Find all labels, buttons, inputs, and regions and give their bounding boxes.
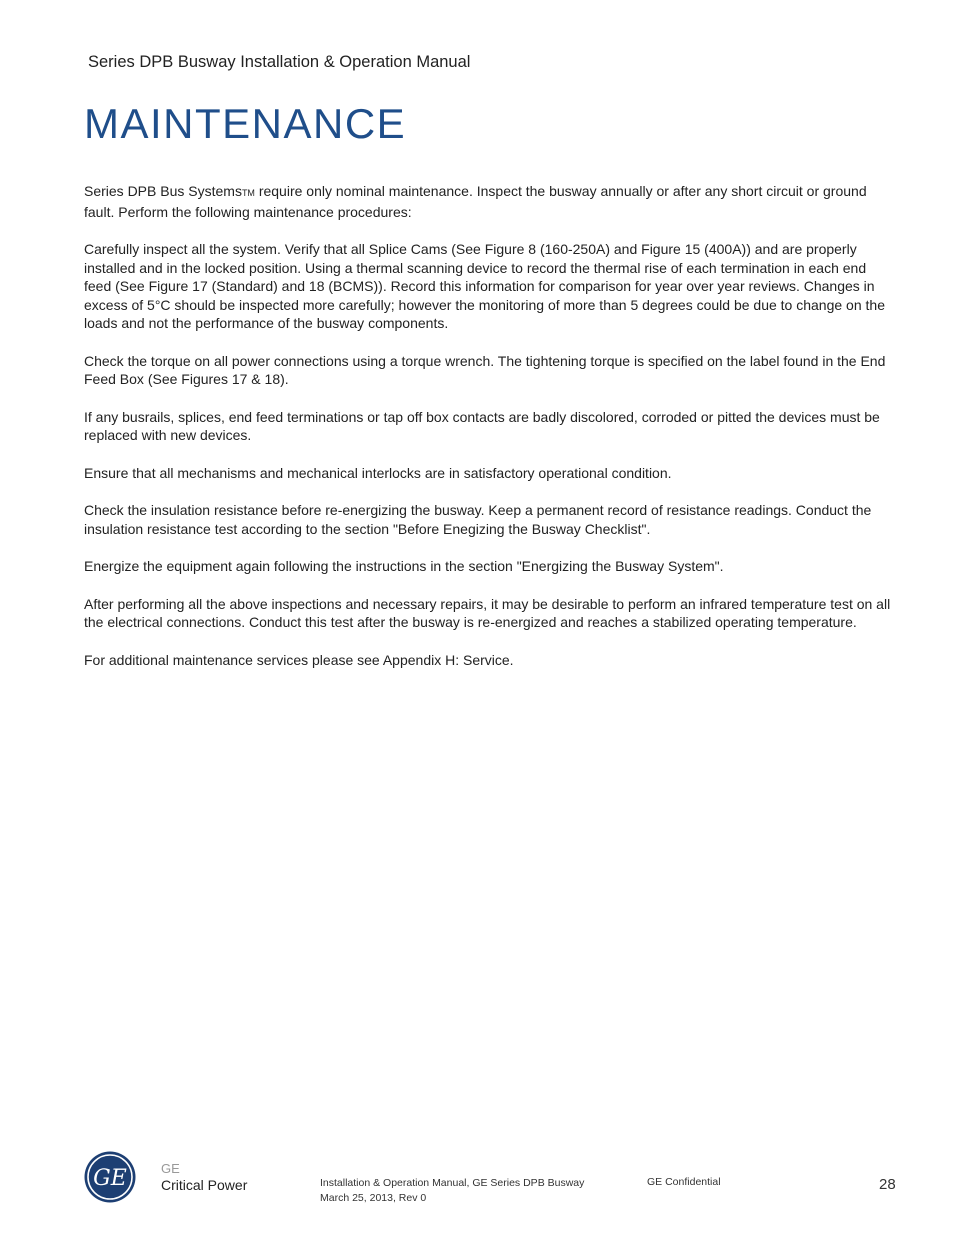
footer-manual-date: March 25, 2013, Rev 0 xyxy=(320,1192,427,1204)
page-number: 28 xyxy=(879,1176,896,1193)
footer-division: Critical Power xyxy=(161,1177,248,1193)
paragraph-infrared: After performing all the above inspections and necessary repairs, it may be desirable to perform an infrared temperature test on all the electrical connections. Conduct this test after the busway is re-energized and reaches a stabilized operating temperature. xyxy=(84,595,891,630)
paragraph-energize: Energize the equipment again following the instructions in the section "Energizing the Busway System". xyxy=(84,558,724,574)
paragraph-intro xyxy=(84,182,894,221)
body-content xyxy=(84,182,894,688)
running-header: Series DPB Busway Installation & Operation Manual xyxy=(88,53,471,71)
paragraph-torque: Check the torque on all power connections using a torque wrench. The tightening torque is specified on the label found in the End Feed Box (See Figures 17 & 18). xyxy=(84,352,886,387)
paragraph-inspect: Carefully inspect all the system. Verify that all Splice Cams (See Figure 8 (160-250A) and Figure 15 (400A)) and are properly installed and in the locked position. Using a thermal scanning device to record the thermal rise of each termination in each end feed (See Figure 17 (Standard) and 18 (BCMS)). Record this information for comparison for year over year reviews. Changes in excess of 5°C should be inspected more carefully; however the monitoring of more than 5 degrees could be due to change on the loads and not the performance of the busway components. xyxy=(84,241,885,331)
footer-manual-title: Installation & Operation Manual, GE Series DPB Busway xyxy=(320,1177,585,1189)
footer-confidential: GE Confidential xyxy=(647,1176,721,1188)
page-title: MAINTENANCE xyxy=(84,100,407,147)
paragraph-replace: If any busrails, splices, end feed terminations or tap off box contacts are badly discolored, corroded or pitted the devices must be replaced with new devices. xyxy=(84,408,880,443)
trademark-mark: TM xyxy=(241,188,255,198)
logo-text: GE xyxy=(93,1166,127,1191)
intro-text-b: require only nominal maintenance. Inspect the busway annually or after any short circuit or ground fault. Perform the following maintenance procedures: xyxy=(84,183,867,220)
footer-company-block xyxy=(161,1160,247,1194)
intro-text-a: Series DPB Bus Systems xyxy=(84,183,242,199)
footer-manual-info xyxy=(320,1176,584,1206)
ge-logo-icon xyxy=(84,1151,136,1203)
footer-company: GE xyxy=(161,1161,180,1176)
paragraph-insulation: Check the insulation resistance before re-energizing the busway. Keep a permanent record of resistance readings. Conduct the insulation resistance test according to the section "Before Enegizing the Busway Checklist". xyxy=(84,502,872,537)
paragraph-service: For additional maintenance services please see Appendix H: Service. xyxy=(84,651,514,668)
paragraph-mechanisms: Ensure that all mechanisms and mechanical interlocks are in satisfactory operational condition. xyxy=(84,464,672,481)
